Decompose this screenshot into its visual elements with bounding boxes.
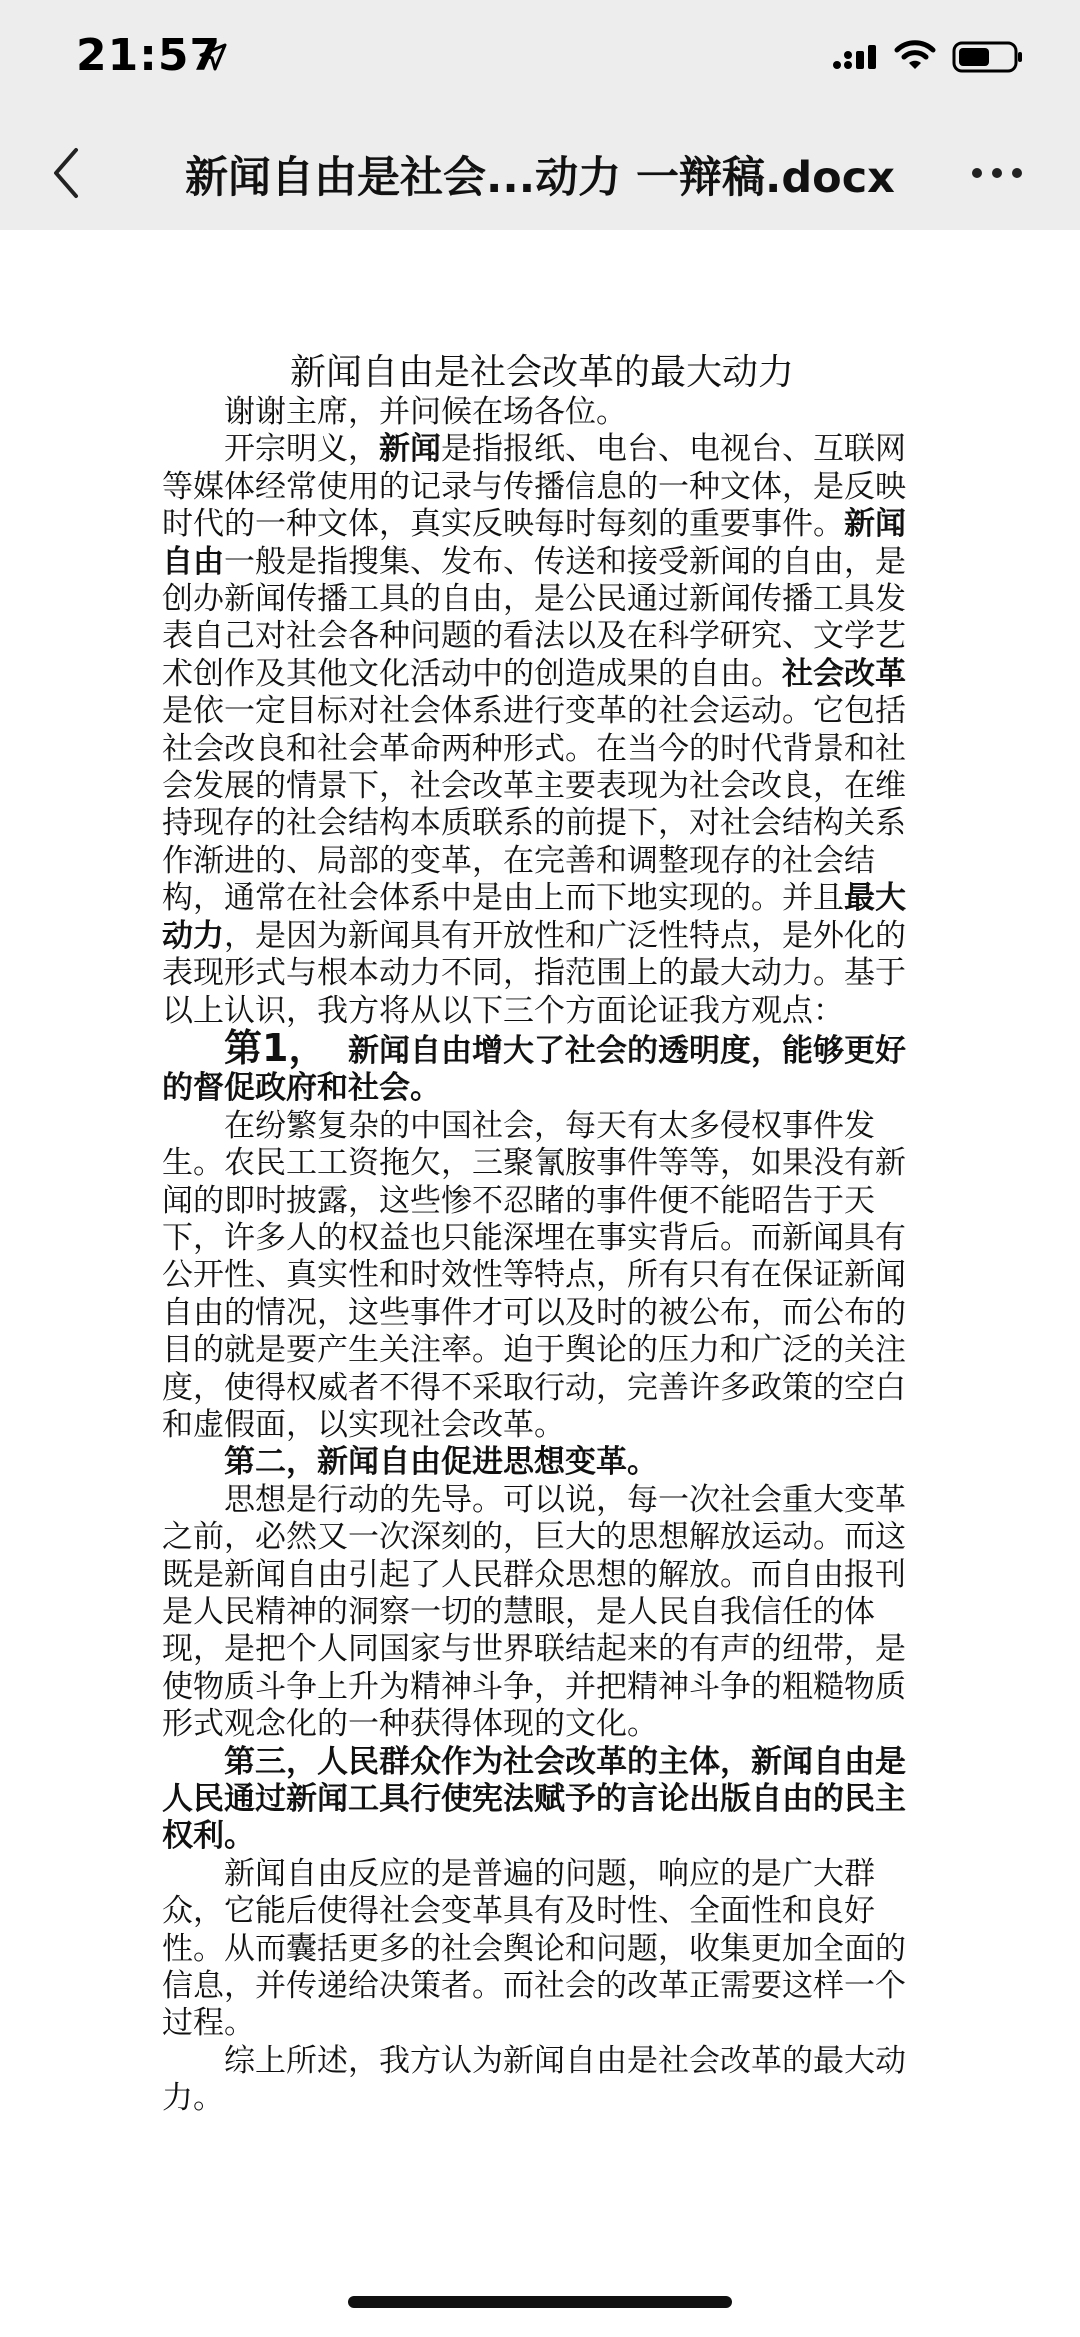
bold-term: 最大动力 xyxy=(162,880,906,954)
text-run: 一般是指搜集、发布、传送和接受新闻的自由，是创办新闻传播工具的自由，是公民通过新闻传播工具发表自己对社会各种问题的看法以及在科学研究、文学艺术创作及其他文化活动中的创造成果的自由。 xyxy=(162,543,906,692)
section-1-label: 第1， xyxy=(224,1025,327,1070)
status-bar xyxy=(0,0,1080,118)
bold-term: 新闻自由 xyxy=(162,506,906,580)
bold-term: 新闻 xyxy=(379,431,441,468)
document-heading: 新闻自由是社会改革的最大动力 xyxy=(289,352,794,393)
bold-term: 社会改革 xyxy=(782,655,906,692)
nav-bar xyxy=(0,118,1080,230)
status-time: 21:57 xyxy=(76,30,222,81)
section-1-text: 新闻自由增大了社会的透明度，能够更好的督促政府和社会。 xyxy=(162,1032,907,1107)
text-run: ，是因为新闻具有开放性和广泛性特点，是外化的表现形式与根本动力不同，指范围上的最大动力。基于以上认识，我方将从以下三个方面论证我方观点： xyxy=(162,917,906,1029)
text-run: 是指报纸、电台、电视台、互联网等媒体经常使用的记录与传播信息的一种文体，是反映时代的一种文体，真实反映每时每刻的重要事件。 xyxy=(162,431,906,543)
conclusion-paragraph: 综上所述，我方认为新闻自由是社会改革的最大动力。 xyxy=(162,2042,906,2117)
section-3-heading: 第三，人民群众作为社会改革的主体，新闻自由是人民通过新闻工具行使宪法赋予的言论出版自由的民主权利。 xyxy=(162,1743,906,1855)
section-2-paragraph: 思想是行动的先导。可以说，每一次社会重大变革之前，必然又一次深刻的，巨大的思想解放运动。而这既是新闻自由引起了人民群众思想的解放。而自由报刊是人民精神的洞察一切的慧眼，是人民自我信任的体现，是把个人同国家与世界联结起来的有声的纽带，是使物质斗争上升为精神斗争，并把精神斗争的粗糙物质形式观念化的一种获得体现的文化。 xyxy=(162,1481,906,1743)
wifi-icon xyxy=(893,38,937,72)
section-1-heading xyxy=(162,1025,922,1108)
text-run: 是依一定目标对社会体系进行变革的社会运动。它包括社会改良和社会革命两种形式。在当今的时代背景和社会发展的情景下，社会改革主要表现为社会改良，在维持现存的社会结构本质联系的前提下，对社会结构关系作渐进的、局部的变革，在完善和调整现存的社会结构，通常在社会体系中是由上而下地实现的。并且 xyxy=(162,693,906,917)
section-2-heading: 第二，新闻自由促进思想变革。 xyxy=(224,1444,658,1481)
top-bar xyxy=(0,0,1080,230)
document-page xyxy=(162,352,922,2118)
text-run: 开宗明义， xyxy=(224,431,379,468)
cellular-signal-icon xyxy=(832,42,878,72)
greeting-paragraph: 谢谢主席，并问候在场各位。 xyxy=(224,394,627,430)
home-indicator[interactable] xyxy=(348,2296,732,2308)
location-arrow-icon xyxy=(198,42,228,72)
definitions-paragraph xyxy=(162,431,922,1030)
more-dots-icon[interactable] xyxy=(970,158,1024,188)
section-3-paragraph: 新闻自由反应的是普遍的问题，响应的是广大群众，它能后使得社会变革具有及时性、全面性和良好性。从而囊括更多的社会舆论和问题，收集更加全面的信息，并传递给决策者。而社会的改革正需要这样一个过程。 xyxy=(162,1855,906,2042)
section-1-paragraph: 在纷繁复杂的中国社会，每天有太多侵权事件发生。农民工工资拖欠，三聚氰胺事件等等，如果没有新闻的即时披露，这些惨不忍睹的事件便不能昭告于天下，许多人的权益也只能深埋在事实背后。而新闻具有公开性、真实性和时效性等特点，所有只有在保证新闻自由的情况，这些事件才可以及时的被公布，而公布的目的就是要产生关注率。迫于舆论的压力和广泛的关注度，使得权威者不得不采取行动，完善许多政策的空白和虚假面，以实现社会改革。 xyxy=(162,1107,906,1443)
document-title: 新闻自由是社会...动力 一辩稿.docx xyxy=(185,153,895,203)
chevron-left-icon[interactable] xyxy=(48,144,82,202)
battery-icon xyxy=(952,40,1024,74)
